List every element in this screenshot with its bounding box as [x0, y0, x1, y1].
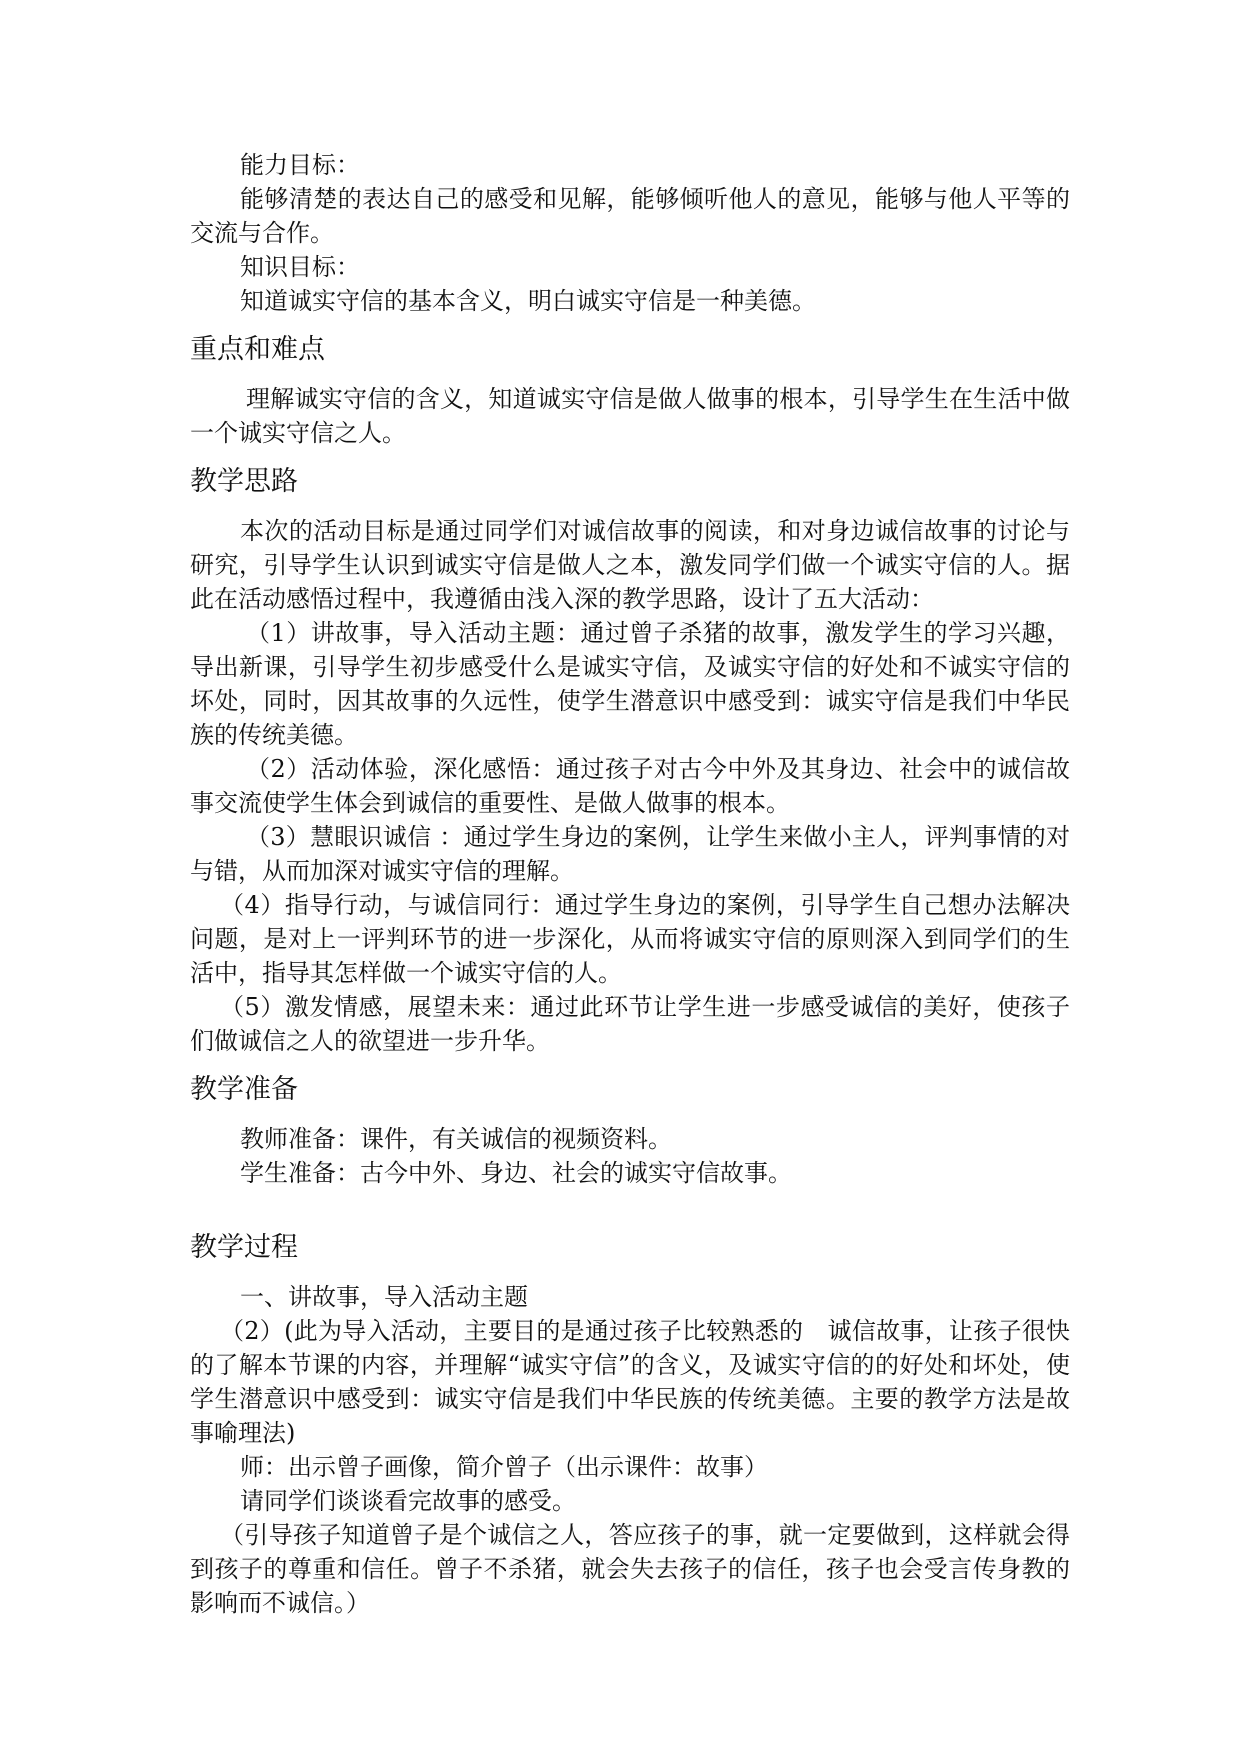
- student-preparation: 学生准备：古今中外、身边、社会的诚实守信故事。: [240, 1159, 792, 1187]
- key-points-heading: 重点和难点: [190, 334, 325, 365]
- process-ask: 请同学们谈谈看完故事的感受。: [240, 1487, 576, 1515]
- process-teacher: 师：出示曾子画像，简介曾子（出示课件：故事）: [240, 1453, 768, 1481]
- process-step-1: 一、讲故事，导入活动主题: [240, 1283, 528, 1311]
- preparation-heading: 教学准备: [190, 1074, 298, 1105]
- approach-item-1: （1）讲故事，导入活动主题：通过曾子杀猪的故事，激发学生的学习兴趣，导出新课，引导学生初步感受什么是诚实守信，及诚实守信的好处和不诚实守信的坏处，同时，因其故事的久远性，使学生潜意识中感受到：诚实守信是我们中华民族的传统美德。: [190, 619, 1070, 749]
- ability-goal-text: 能够清楚的表达自己的感受和见解，能够倾听他人的意见，能够与他人平等的交流与合作。: [190, 185, 1070, 247]
- approach-item-3: （3）慧眼识诚信 ：通过学生身边的案例，让学生来做小主人，评判事情的对与错，从而加深对诚实守信的理解。: [190, 823, 1070, 885]
- key-points-text: 理解诚实守信的含义，知道诚实守信是做人做事的根本，引导学生在生活中做一个诚实守信之人。: [190, 385, 1070, 447]
- approach-intro: 本次的活动目标是通过同学们对诚信故事的阅读，和对身边诚信故事的讨论与研究，引导学生认识到诚实守信是做人之本，激发同学们做一个诚实守信的人。据此在活动感悟过程中，我遵循由浅入深的教学思路，设计了五大活动：: [190, 517, 1070, 613]
- process-heading: 教学过程: [190, 1232, 298, 1263]
- process-note: （2）(此为导入活动，主要目的是通过孩子比较熟悉的 诚信故事，让孩子很快的了解本节课的内容，并理解“诚实守信”的含义，及诚实守信的的好处和坏处，使学生潜意识中感受到：诚实守信是我们中华民族的传统美德。主要的教学方法是故事喻理法): [190, 1317, 1070, 1447]
- knowledge-goal-label: 知识目标：: [240, 253, 360, 281]
- approach-item-4: （4）指导行动，与诚信同行：通过学生身边的案例，引导学生自己想办法解决问题，是对上一评判环节的进一步深化，从而将诚实守信的原则深入到同学们的生活中，指导其怎样做一个诚实守信的人。: [190, 891, 1070, 987]
- approach-item-2: （2）活动体验，深化感悟：通过孩子对古今中外及其身边、社会中的诚信故事交流使学生体会到诚信的重要性、是做人做事的根本。: [190, 755, 1070, 817]
- process-guide: （引导孩子知道曾子是个诚信之人，答应孩子的事，就一定要做到，这样就会得到孩子的尊重和信任。曾子不杀猪，就会失去孩子的信任，孩子也会受言传身教的影响而不诚信。）: [190, 1521, 1070, 1617]
- approach-heading: 教学思路: [190, 466, 298, 497]
- approach-item-5: （5）激发情感，展望未来：通过此环节让学生进一步感受诚信的美好，使孩子们做诚信之人的欲望进一步升华。: [190, 993, 1070, 1055]
- document-page: [190, 148, 1070, 1620]
- teacher-preparation: 教师准备：课件，有关诚信的视频资料。: [240, 1125, 672, 1153]
- knowledge-goal-text: 知道诚实守信的基本含义，明白诚实守信是一种美德。: [240, 287, 816, 315]
- ability-goal-label: 能力目标：: [240, 151, 360, 179]
